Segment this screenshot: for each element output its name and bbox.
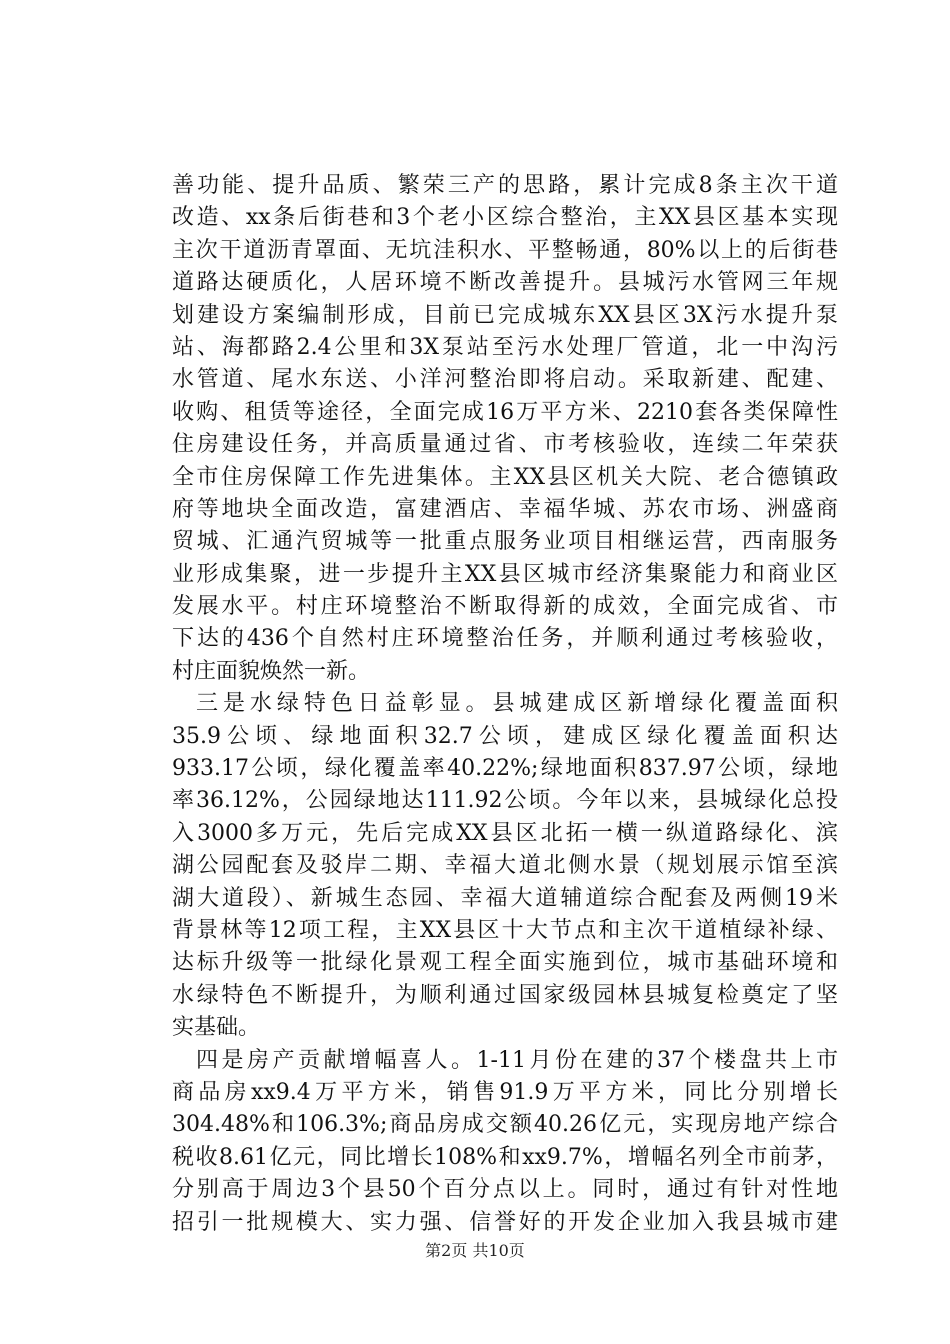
text-line: 收购、租赁等途径，全面完成16万平方米、2210套各类保障性: [172, 399, 838, 425]
text-line: 划建设方案编制形成，目前已完成城东XX县区3X污水提升泵: [172, 302, 838, 328]
text-line: 背景林等12项工程，主XX县区十大节点和主次干道植绿补绿、: [172, 917, 838, 943]
text-line: 商品房xx9.4万平方米，销售91.9万平方米，同比分别增长: [172, 1079, 838, 1105]
text-line: 道路达硬质化，人居环境不断改善提升。县城污水管网三年规: [172, 270, 838, 296]
text-line: 村庄面貌焕然一新。: [172, 658, 371, 684]
text-line: 水管道、尾水东送、小洋河整治即将启动。采取新建、配建、: [172, 367, 838, 393]
text-line: 35.9公顷、绿地面积32.7公顷，建成区绿化覆盖面积达: [172, 723, 838, 749]
text-line: 水绿特色不断提升，为顺利通过国家级园林县城复检奠定了坚: [172, 982, 838, 1008]
text-line: 府等地块全面改造，富建酒店、幸福华城、苏农市场、洲盛商: [172, 496, 838, 522]
text-line: 湖大道段）、新城生态园、幸福大道辅道综合配套及两侧19米: [172, 885, 838, 911]
text-line: 发展水平。村庄环境整治不断取得新的成效，全面完成省、市: [172, 594, 838, 620]
text-line: 湖公园配套及驳岸二期、幸福大道北侧水景（规划展示馆至滨: [172, 853, 838, 879]
text-line: 全市住房保障工作先进集体。主XX县区机关大院、老合德镇政: [172, 464, 838, 490]
text-line: 率36.12%，公园绿地达111.92公顷。今年以来，县城绿化总投: [172, 788, 838, 814]
text-line: 业形成集聚，进一步提升主XX县区城市经济集聚能力和商业区: [172, 561, 838, 587]
text-line: 善功能、提升品质、繁荣三产的思路，累计完成8条主次干道: [172, 173, 838, 198]
page-number-footer: 第2页 共10页: [425, 1241, 525, 1260]
text-line: 304.48%和106.3%;商品房成交额40.26亿元，实现房地产综合: [172, 1112, 838, 1138]
text-line: 下达的436个自然村庄环境整治任务，并顺利通过考核验收，: [172, 626, 838, 652]
text-line: 站、海都路2.4公里和3X泵站至污水处理厂管道，北一中沟污: [172, 334, 838, 360]
text-line: 933.17公顷，绿化覆盖率40.22%;绿地面积837.97公顷，绿地: [172, 756, 838, 782]
text-line: 税收8.61亿元，同比增长108%和xx9.7%，增幅名列全市前茅，: [172, 1144, 838, 1170]
text-line: 住房建设任务，并高质量通过省、市考核验收，连续二年荣获: [172, 432, 838, 458]
text-line: 分别高于周边3个县50个百分点以上。同时，通过有针对性地: [172, 1177, 838, 1203]
text-line: 招引一批规模大、实力强、信誉好的开发企业加入我县城市建: [172, 1209, 838, 1235]
paragraph-start-line: 四是房产贡献增幅喜人。1-11月份在建的37个楼盘共上市: [196, 1047, 838, 1073]
text-line: 达标升级等一批绿化景观工程全面实施到位，城市基础环境和: [172, 950, 838, 976]
text-line: 主次干道沥青罩面、无坑洼积水、平整畅通，80%以上的后街巷: [172, 237, 838, 263]
text-line: 贸城、汇通汽贸城等一批重点服务业项目相继运营，西南服务: [172, 529, 838, 555]
paragraph-start-line: 三是水绿特色日益彰显。县城建成区新增绿化覆盖面积: [196, 691, 838, 717]
text-line: 改造、xx条后街巷和3个老小区综合整治，主XX县区基本实现: [172, 205, 838, 231]
text-line: 入3000多万元，先后完成XX县区北拓一横一纵道路绿化、滨: [172, 820, 838, 846]
text-line: 实基础。: [172, 1015, 261, 1041]
document-body: [172, 170, 838, 1239]
